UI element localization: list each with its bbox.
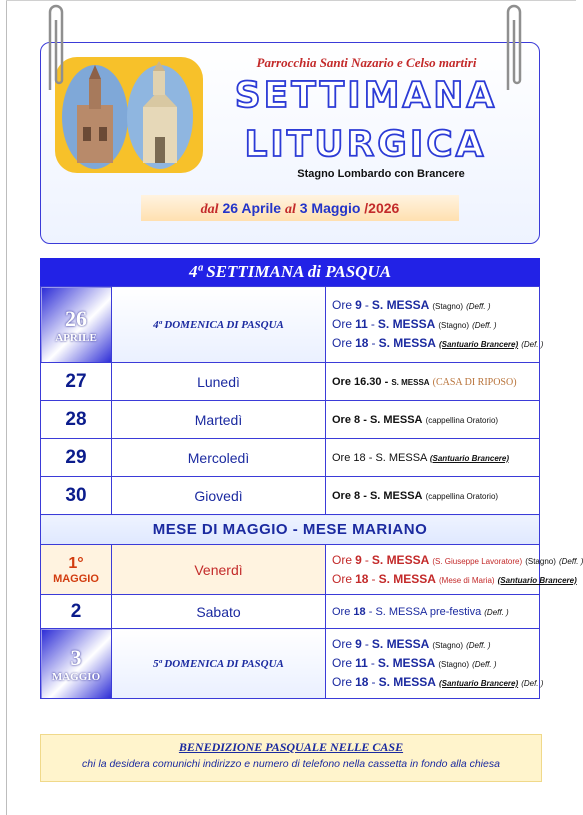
mass-cell (326, 439, 540, 477)
mass-sep: - (364, 298, 369, 312)
mass-ore: Ore (332, 675, 353, 689)
mass-cell (326, 595, 540, 629)
mass-note: (Def. ) (521, 340, 544, 349)
day-number: 29 (41, 439, 112, 477)
mass-ore: Ore (332, 317, 353, 331)
month-title-row (41, 515, 540, 545)
title-line1: SETTIMANA (234, 75, 498, 116)
mass-place: (Stagno) (432, 641, 463, 650)
mass-sep: - (363, 413, 367, 426)
table-row (41, 401, 540, 439)
mass-place: (CASA DI RIPOSO) (432, 376, 517, 388)
dates-from: 26 Aprile (222, 200, 282, 216)
mass-sep: - (384, 375, 389, 388)
mass-line (332, 296, 539, 315)
mass-name: - S. MESSA pre-festiva (368, 605, 482, 618)
day-label: Giovedì (112, 477, 326, 515)
day-number: 3 (70, 644, 82, 670)
mass-name: S. MESSA (371, 298, 430, 312)
mass-cell (326, 287, 544, 363)
footer-text: chi la desidera comunichi indirizzo e numero di telefono nella cassetta in fondo alla chiesa (82, 758, 500, 770)
mass-name: S. MESSA (377, 656, 436, 670)
day-label: Martedì (112, 401, 326, 439)
mass-place: (cappellina Oratorio) (425, 491, 499, 501)
mass-name: S. MESSA (378, 675, 436, 689)
mass-time: 18 (355, 336, 369, 350)
mass-line (332, 315, 539, 334)
day-label: 4ª DOMENICA DI PASQUA (112, 287, 326, 363)
dates-year: /2026 (364, 200, 400, 216)
mass-place: (Stagno) (438, 660, 469, 669)
footer-title: BENEDIZIONE PASQUALE NELLE CASE (178, 740, 404, 754)
mass-time: Ore 8 (332, 489, 361, 502)
title-line2: LITURGICA (244, 124, 487, 165)
mass-sep: - (371, 571, 376, 586)
table-row (41, 287, 540, 363)
mass-time: Ore 16.30 (332, 375, 382, 388)
paper-clip-left-icon (44, 0, 68, 95)
dates-al: al (284, 202, 296, 217)
mass-name: S. MESSA (369, 413, 423, 426)
mass-time: Ore 18 (332, 451, 366, 464)
churches-illustration-icon (55, 57, 203, 173)
table-row (41, 595, 540, 629)
mass-time: 18 (355, 571, 369, 586)
mass-cell (326, 363, 540, 401)
mass-extra: (S. Giuseppe Lavoratore) (432, 556, 523, 566)
mass-time: 11 (355, 317, 368, 331)
parish-name: Parrocchia Santi Nazario e Celso martiri (256, 55, 477, 70)
mass-cell (326, 401, 540, 439)
mass-sep: - (371, 675, 376, 689)
mass-time: 11 (355, 656, 368, 670)
mass-name: S. MESSA (378, 336, 436, 350)
mass-ore: Ore (332, 605, 351, 618)
mass-place: (Stagno) (525, 556, 556, 566)
mass-note: (Def. ) (521, 679, 544, 688)
paper-clip-right-icon (502, 0, 526, 95)
mass-name: S. MESSA (391, 377, 430, 387)
footer-notice (40, 734, 542, 782)
table-row (41, 545, 540, 595)
mass-line (332, 673, 544, 692)
mass-cell (326, 545, 583, 595)
day-number-cell (41, 629, 112, 699)
mass-time: 9 (355, 637, 362, 651)
mass-sep: - (370, 656, 375, 670)
mass-name: S. MESSA (371, 552, 430, 567)
dates-to: 3 Maggio (299, 200, 361, 216)
table-row (41, 477, 540, 515)
mass-sep: - (370, 317, 375, 331)
mass-ore: Ore (332, 336, 353, 350)
mass-sep: - (364, 637, 369, 651)
mass-name: S. MESSA (369, 489, 423, 502)
mass-ore: Ore (332, 656, 353, 670)
day-number-cell (41, 545, 112, 595)
date-range (141, 195, 459, 221)
mass-note: (Deff. ) (558, 556, 583, 566)
day-label: 5ª DOMENICA DI PASQUA (112, 629, 326, 699)
page-top-edge (6, 0, 576, 1)
table-row (41, 363, 540, 401)
mass-sep: - (364, 552, 369, 567)
page-left-edge (6, 0, 7, 815)
month-title: MESE DI MAGGIO - MESE MARIANO (41, 515, 540, 545)
day-month: MAGGIO (53, 572, 99, 585)
mass-line (332, 654, 539, 673)
mass-cell (326, 629, 544, 699)
day-number-cell (41, 287, 112, 363)
mass-time: 9 (355, 552, 362, 567)
mass-place: (cappellina Oratorio) (425, 415, 499, 425)
place-name: Stagno Lombardo con Brancere (297, 168, 465, 180)
mass-note: (Deff. ) (472, 321, 497, 330)
mass-sep: - (371, 336, 376, 350)
mass-note: (Deff. ) (472, 660, 497, 669)
mass-extra: (Mese di Maria) (438, 575, 495, 585)
mass-time: 18 (355, 675, 369, 689)
mass-name: S. MESSA (371, 637, 430, 651)
mass-place: (Stagno) (438, 321, 469, 330)
mass-place: (Santuario Brancere) (429, 453, 509, 463)
mass-time: 18 (353, 605, 366, 618)
mass-sep: - (368, 451, 373, 464)
day-label: Lunedì (112, 363, 326, 401)
mass-line (332, 635, 539, 654)
day-number: 2 (41, 595, 112, 629)
day-month: APRILE (55, 331, 97, 344)
day-label: Mercoledì (112, 439, 326, 477)
church-photos (55, 57, 203, 173)
day-label: Sabato (112, 595, 326, 629)
mass-line (332, 570, 577, 589)
day-number: 28 (41, 401, 112, 439)
mass-note: (Deff. ) (466, 641, 491, 650)
day-label: Venerdì (112, 545, 326, 595)
day-number: 26 (65, 305, 87, 331)
mass-time: 9 (355, 298, 362, 312)
mass-sep: - (363, 489, 367, 502)
mass-ore: Ore (332, 298, 353, 312)
mass-place: (Santuario Brancere) (438, 679, 519, 688)
mass-name: S. MESSA (378, 571, 436, 586)
day-number: 27 (41, 363, 112, 401)
mass-ore: Ore (332, 552, 353, 567)
day-number: 1° (68, 554, 84, 572)
table-row (41, 439, 540, 477)
mass-place: (Santuario Brancere) (497, 575, 577, 585)
mass-place: (Stagno) (432, 302, 463, 311)
mass-line (332, 334, 544, 353)
dates-dal: dal (200, 202, 219, 217)
poster (40, 42, 583, 772)
mass-line (332, 551, 583, 570)
mass-time: Ore 8 (332, 413, 361, 426)
header-box (40, 42, 540, 244)
week-title: 4ª SETTIMANA di PASQUA (40, 258, 540, 286)
mass-name: S. MESSA (375, 451, 427, 464)
mass-place: (Santuario Brancere) (438, 340, 519, 349)
mass-ore: Ore (332, 637, 353, 651)
mass-note: (Deff. ) (484, 607, 509, 617)
mass-cell (326, 477, 540, 515)
schedule-table (40, 286, 583, 699)
day-number: 30 (41, 477, 112, 515)
table-row (41, 629, 540, 699)
mass-ore: Ore (332, 571, 353, 586)
day-month: MAGGIO (51, 670, 101, 683)
mass-note: (Deff. ) (466, 302, 491, 311)
mass-name: S. MESSA (377, 317, 436, 331)
